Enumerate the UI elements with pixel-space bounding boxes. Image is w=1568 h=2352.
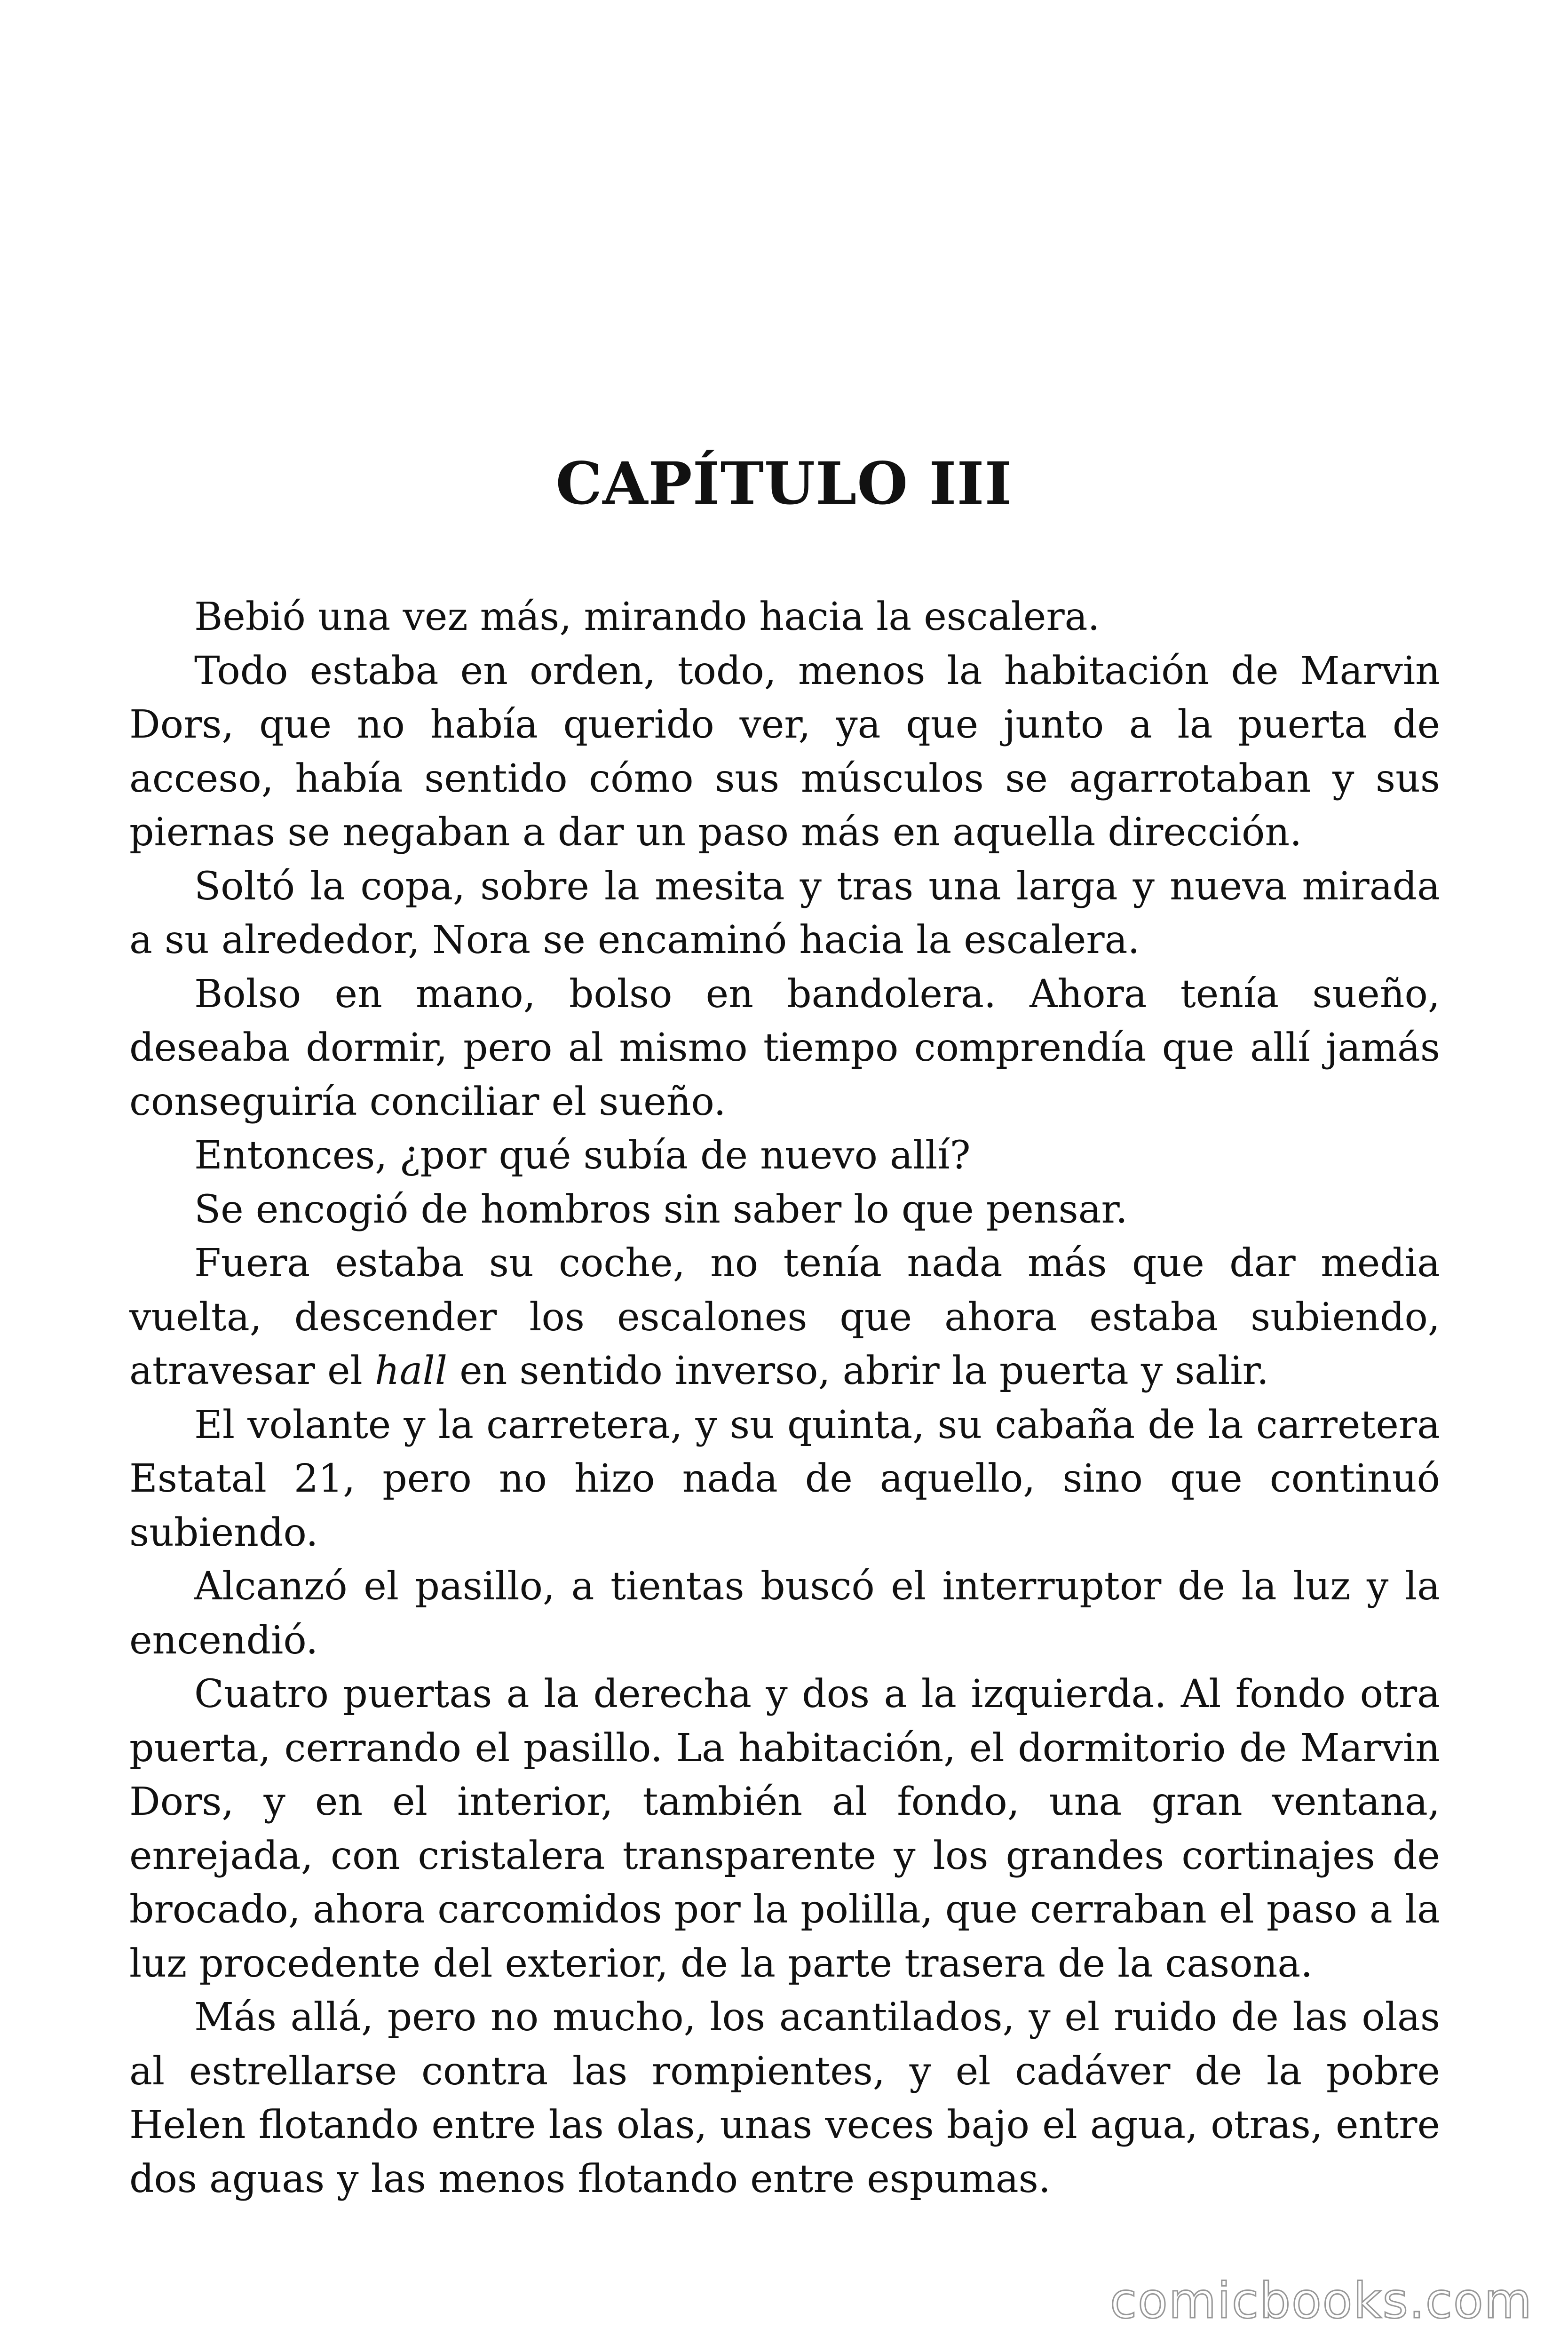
italic-word: hall <box>374 1349 447 1393</box>
chapter-body <box>129 590 1440 2206</box>
watermark: comicbooks.com <box>1109 2272 1533 2329</box>
paragraph: Entonces, ¿por qué subía de nuevo allí? <box>194 1133 971 1178</box>
paragraph: Se encogió de hombros sin saber lo que pensar. <box>194 1187 1128 1232</box>
paragraph: Todo estaba en orden, todo, menos la habitación de Marvin Dors, que no había querido ver, ya que junto a la puerta de acceso, había sentido cómo sus músculos se agarrotaban y sus piernas se negaban a dar un paso más en aquella dirección. <box>129 648 1440 855</box>
paragraph-text: en sentido inverso, abrir la puerta y salir. <box>447 1349 1269 1393</box>
paragraph: Soltó la copa, sobre la mesita y tras una larga y nueva mirada a su alrededor, Nora se encaminó hacia la escalera. <box>129 864 1440 962</box>
paragraph: El volante y la carretera, y su quinta, su cabaña de la carretera Estatal 21, pero no hizo nada de aquello, sino que continuó subiendo. <box>129 1402 1440 1555</box>
paragraph: Más allá, pero no mucho, los acantilados, y el ruido de las olas al estrellarse contra las rompientes, y el cadáver de la pobre Helen flotando entre las olas, unas veces bajo el agua, otras, entre dos aguas y las menos flotando entre espumas. <box>129 1995 1440 2201</box>
paragraph: Bebió una vez más, mirando hacia la escalera. <box>194 595 1100 639</box>
paragraph <box>129 1237 1440 1398</box>
chapter-title: CAPÍTULO III <box>555 450 1013 518</box>
paragraph: Alcanzó el pasillo, a tientas buscó el interruptor de la luz y la encendió. <box>129 1564 1440 1663</box>
paragraph: Bolso en mano, bolso en bandolera. Ahora tenía sueño, deseaba dormir, pero al mismo tiempo comprendía que allí jamás conseguiría conciliar el sueño. <box>129 971 1440 1124</box>
paragraph-text: Fuera estaba su coche, no tenía nada más que dar media vuelta, descender los escalones que ahora estaba subiendo, atravesar el <box>129 1241 1440 1393</box>
paragraph: Cuatro puertas a la derecha y dos a la izquierda. Al fondo otra puerta, cerrando el pasillo. La habitación, el dormitorio de Marvin Dors, y en el interior, también al fondo, una gran ventana, enrejada, con cristalera transparente y los grandes cortinajes de brocado, ahora carcomidos por la polilla, que cerraban el paso a la luz procedente del exterior, de la parte trasera de la casona. <box>129 1672 1440 1986</box>
